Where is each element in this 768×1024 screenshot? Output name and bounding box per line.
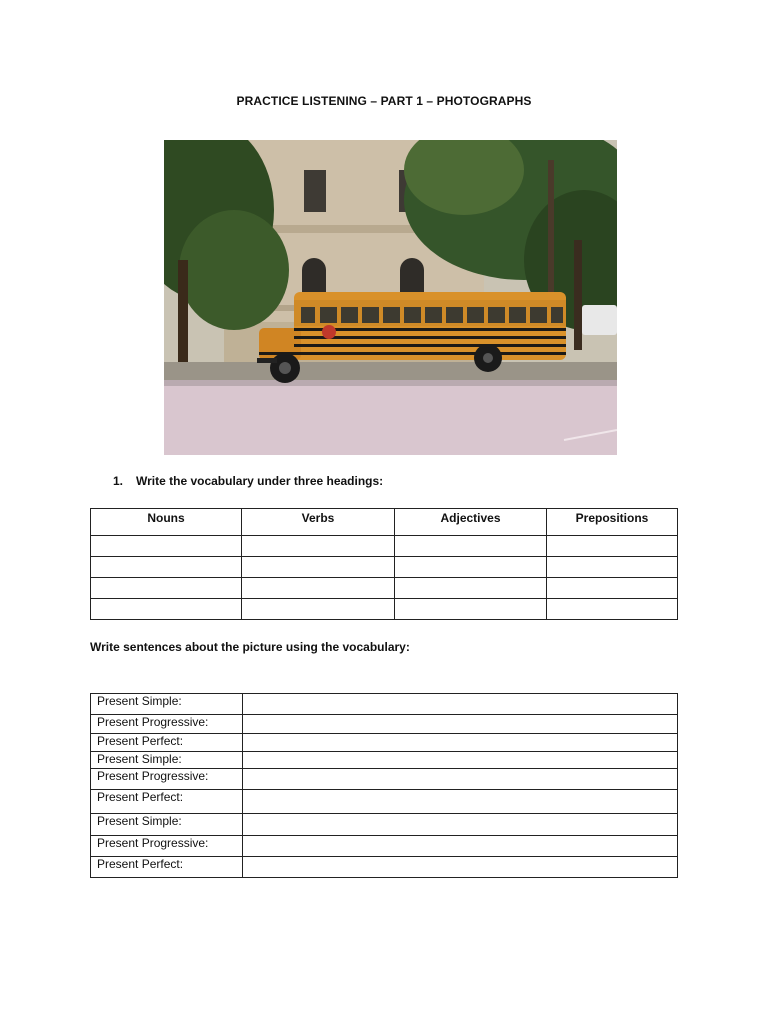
sentence-table [90, 693, 678, 878]
header-nouns: Nouns [91, 509, 242, 536]
sentence-cell[interactable] [243, 790, 678, 814]
sentence-cell[interactable] [243, 715, 678, 734]
question-1-number: 1. [113, 474, 124, 488]
table-row [91, 769, 678, 790]
table-row [91, 836, 678, 857]
table-row [91, 814, 678, 836]
sentence-cell[interactable] [243, 814, 678, 836]
sentence-label: Present Progressive: [91, 836, 243, 857]
table-row [91, 752, 678, 769]
vocab-cell[interactable] [242, 599, 395, 620]
vocab-cell[interactable] [547, 599, 678, 620]
table-row [91, 715, 678, 734]
sentence-label: Present Simple: [91, 814, 243, 836]
vocabulary-header-row [91, 509, 678, 536]
vocab-cell[interactable] [395, 536, 547, 557]
table-row [91, 857, 678, 878]
sentence-cell[interactable] [243, 694, 678, 715]
sentence-label: Present Simple: [91, 694, 243, 715]
sentence-cell[interactable] [243, 752, 678, 769]
vocab-cell[interactable] [91, 578, 242, 599]
sentence-label: Present Perfect: [91, 857, 243, 878]
vocab-cell[interactable] [242, 536, 395, 557]
vocab-cell[interactable] [395, 599, 547, 620]
table-row [91, 790, 678, 814]
sentence-cell[interactable] [243, 836, 678, 857]
sentence-label: Present Perfect: [91, 734, 243, 752]
vocabulary-table [90, 508, 678, 620]
vocab-cell[interactable] [91, 536, 242, 557]
sentence-label: Present Progressive: [91, 715, 243, 734]
vocab-cell[interactable] [547, 536, 678, 557]
question-2: Write sentences about the picture using the vocabulary: [90, 640, 410, 654]
sentence-cell[interactable] [243, 857, 678, 878]
sentence-label: Present Perfect: [91, 790, 243, 814]
vocab-cell[interactable] [242, 557, 395, 578]
table-row [91, 557, 678, 578]
sentence-label: Present Progressive: [91, 769, 243, 790]
table-row [91, 734, 678, 752]
vocab-cell[interactable] [91, 599, 242, 620]
vocab-cell[interactable] [91, 557, 242, 578]
question-1-text: Write the vocabulary under three headings: [136, 474, 384, 488]
sentence-label: Present Simple: [91, 752, 243, 769]
table-row [91, 536, 678, 557]
header-adjectives: Adjectives [395, 509, 547, 536]
page-title: PRACTICE LISTENING – PART 1 – PHOTOGRAPHS [236, 94, 532, 108]
vocab-cell[interactable] [547, 578, 678, 599]
header-verbs: Verbs [242, 509, 395, 536]
school-bus-photo [164, 140, 617, 455]
vocab-cell[interactable] [395, 557, 547, 578]
sentence-cell[interactable] [243, 769, 678, 790]
header-prepositions: Prepositions [547, 509, 678, 536]
vocab-cell[interactable] [547, 557, 678, 578]
sentence-cell[interactable] [243, 734, 678, 752]
table-row [91, 694, 678, 715]
question-1 [113, 474, 383, 488]
table-row [91, 599, 678, 620]
table-row [91, 578, 678, 599]
vocab-cell[interactable] [242, 578, 395, 599]
vocab-cell[interactable] [395, 578, 547, 599]
